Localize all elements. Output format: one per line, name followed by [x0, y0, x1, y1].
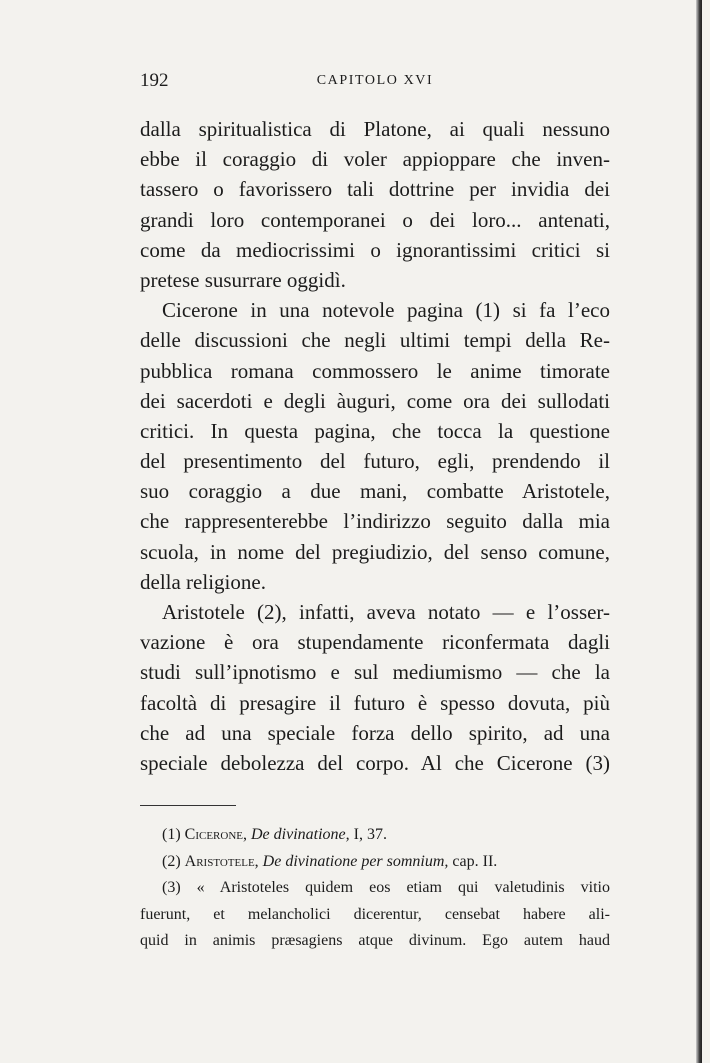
text-line: pretese susurrare oggidì. [140, 267, 346, 292]
footnotes [140, 822, 610, 955]
text-line: della religione. [140, 569, 266, 594]
text-line: delle discussioni che negli ultimi tempi della Re- [140, 328, 610, 353]
text-line: come da mediocrissimi o ignorantissimi critici si [140, 237, 610, 262]
text-line: ebbe il coraggio di voler appioppare che inven- [140, 147, 610, 172]
running-header [140, 70, 610, 100]
footnote-3-line: fuerunt, et melancholici dicerentur, censebat habere ali- [140, 905, 610, 923]
footnote-marker: (1) [162, 826, 181, 843]
text-line: facoltà di presagire il futuro è spesso dovuta, più [140, 690, 610, 715]
text-line: tassero o favorissero tali dottrine per invidia dei [140, 177, 610, 202]
text-line: dei sacerdoti e degli àuguri, come ora dei sullodati [140, 388, 610, 413]
footnote-separator [140, 805, 236, 806]
text-line: Aristotele (2), infatti, aveva notato — e l’osser- [162, 600, 610, 624]
text-line: Cicerone in una notevole pagina (1) si fa l’eco [162, 298, 610, 323]
text-line: suo coraggio a due mani, combatte Aristotele, [140, 479, 610, 504]
footnote-ref: cap. II. [452, 852, 498, 870]
footnote-marker: (2) [162, 852, 181, 870]
footnote-3-line: quid in animis præsagiens atque divinum. Ego autem haud [140, 932, 610, 949]
text-line: che ad una speciale forza dello spirito, ad una [140, 720, 610, 745]
text-line: che rappresenterebbe l’indirizzo seguito dalla mia [140, 509, 610, 534]
text-line: grandi loro contemporanei o dei loro... antenati, [140, 207, 610, 232]
text-line: del presentimento del futuro, egli, prendendo il [140, 449, 610, 474]
text-line: speciale debolezza del corpo. Al che Cicerone (3) [140, 750, 610, 775]
chapter-title: CAPITOLO XVI [316, 73, 434, 88]
footnote-2 [140, 849, 610, 876]
text-line: dalla spiritualistica di Platone, ai quali nessuno [140, 117, 610, 141]
footnote-author: Cicerone, [184, 826, 247, 843]
text-line: vazione è ora stupendamente riconfermata dagli [140, 630, 610, 655]
footnote-author: Aristotele, [184, 852, 259, 870]
footnote-1 [140, 822, 610, 849]
footnote-title: De divinatione, [251, 826, 350, 843]
text-line: critici. In questa pagina, che tocca la questione [140, 418, 610, 443]
text-line: scuola, in nome del pregiudizio, del senso comune, [140, 539, 610, 564]
text-line: studi sull’ipnotismo e sul mediumismo — che la [140, 660, 610, 685]
footnote-title: De divinatione per somnium, [262, 852, 449, 870]
footnote-ref: I, 37. [353, 826, 387, 843]
text-line: pubblica romana commossero le anime timorate [140, 358, 610, 383]
page-edge-shadow [696, 0, 702, 1063]
footnote-3-line: (3) « Aristoteles quidem eos etiam qui valetudinis vitio [162, 879, 610, 896]
page-number: 192 [140, 70, 169, 91]
body-text [140, 114, 610, 778]
